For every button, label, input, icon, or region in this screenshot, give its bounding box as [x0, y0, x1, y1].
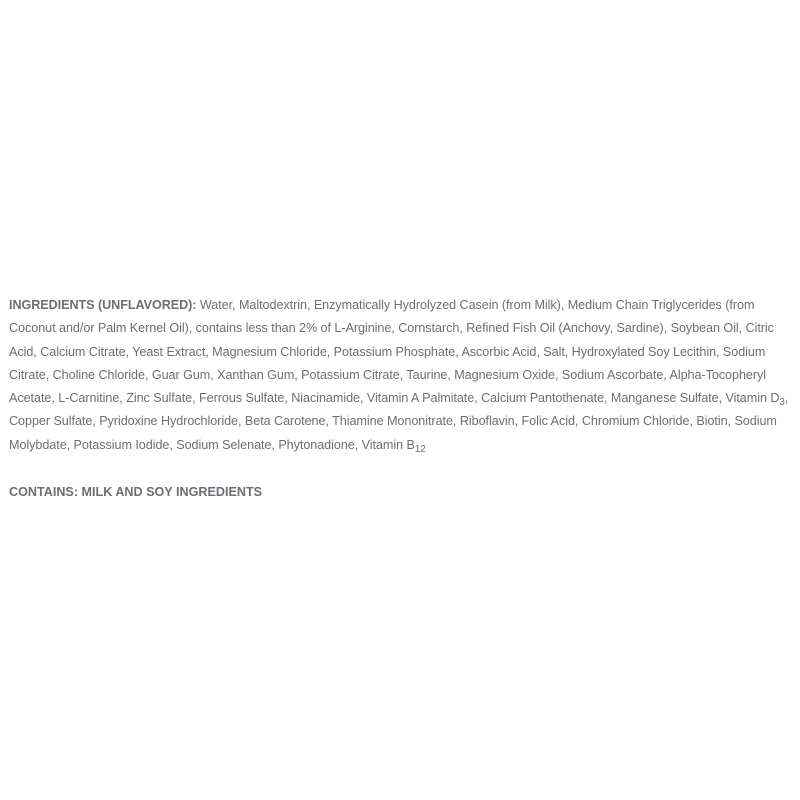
- ingredients-panel: [9, 294, 795, 504]
- ingredients-paragraph: [9, 294, 795, 457]
- ingredients-label: INGREDIENTS (UNFLAVORED):: [9, 298, 197, 312]
- allergen-statement: CONTAINS: MILK AND SOY INGREDIENTS: [9, 485, 263, 500]
- vitamin-d-subscript: 3: [779, 397, 785, 409]
- ingredients-text-continued: , Copper Sulfate, Pyridoxine Hydrochloride, Beta Carotene, Thiamine Mononitrate, Riboflavin, Folic Acid, Chromium Chloride, Biotin, Sodium Molybdate, Potassium Iodide, Sodium Selenate, Phytonadione, Vitamin B: [9, 391, 789, 452]
- ingredients-text: Water, Maltodextrin, Enzymatically Hydrolyzed Casein (from Milk), Medium Chain Triglycerides (from Coconut and/or Palm Kernel Oil), contains less than 2% of L-Arginine, Cornstarch, Refined Fish Oil (Anchovy, Sardine), Soybean Oil, Citric Acid, Calcium Citrate, Yeast Extract, Magnesium Chloride, Potassium Phosphate, Ascorbic Acid, Salt, Hydroxylated Soy Lecithin, Sodium Citrate, Choline Chloride, Guar Gum, Xanthan Gum, Potassium Citrate, Taurine, Magnesium Oxide, Sodium Ascorbate, Alpha-Tocopheryl Acetate, L-Carnitine, Zinc Sulfate, Ferrous Sulfate, Niacinamide, Vitamin A Palmitate, Calcium Pantothenate, Manganese Sulfate, Vitamin D: [9, 298, 780, 406]
- vitamin-b-subscript: 12: [414, 443, 426, 455]
